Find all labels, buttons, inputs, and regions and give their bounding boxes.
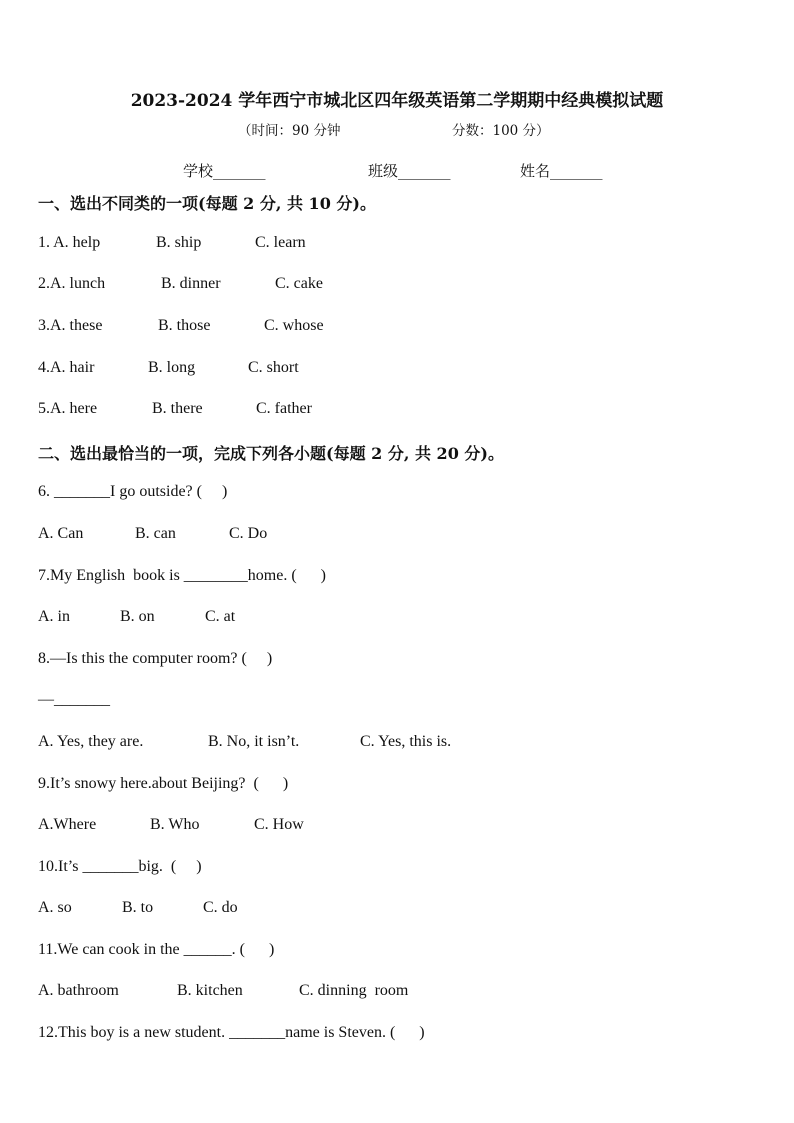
q7-stem: 7.My English book is ________home. ( ): [38, 567, 326, 584]
q6-option-b: B. can: [135, 525, 176, 542]
q11-option-a: A. bathroom: [38, 982, 119, 999]
q6-option-a: A. Can: [38, 525, 84, 542]
q3-option-b: B. those: [158, 317, 211, 334]
q11-option-c: C. dinning room: [299, 982, 409, 999]
q8-stem: 8.—Is this the computer room? ( ): [38, 650, 273, 667]
q1-option-a: 1. A. help: [38, 234, 101, 251]
q10-option-a: A. so: [38, 899, 72, 916]
q8-option-c: C. Yes, this is.: [360, 733, 452, 750]
q2-option-c: C. cake: [275, 275, 323, 292]
q10-option-c: C. do: [203, 899, 238, 916]
q3-option-c: C. whose: [264, 317, 324, 334]
q8-option-a: A. Yes, they are.: [38, 733, 144, 750]
q9-stem: 9.It’s snowy here.about Beijing? ( ): [38, 775, 289, 792]
q11-stem: 11.We can cook in the ______. ( ): [38, 941, 275, 958]
q4-option-c: C. short: [248, 359, 299, 376]
q7-option-b: B. on: [120, 608, 155, 625]
q12-stem: 12.This boy is a new student. _______name is Steven. ( ): [38, 1024, 425, 1041]
q1-option-c: C. learn: [255, 234, 306, 251]
q11-option-b: B. kitchen: [177, 982, 243, 999]
q7-option-a: A. in: [38, 608, 70, 625]
q7-option-c: C. at: [205, 608, 236, 625]
name-field: 姓名_______: [520, 162, 603, 180]
q10-stem: 10.It’s _______big. ( ): [38, 858, 202, 875]
exam-score: 分数：100 分）: [452, 123, 550, 139]
school-field: 学校_______: [183, 162, 266, 180]
q3-option-a: 3.A. these: [38, 317, 103, 334]
q5-option-b: B. there: [152, 400, 203, 417]
exam-time: （时间：90 分钟: [238, 123, 341, 139]
q6-option-c: C. Do: [229, 525, 268, 542]
q4-option-a: 4.A. hair: [38, 359, 95, 376]
q9-option-c: C. How: [254, 816, 304, 833]
q5-option-c: C. father: [256, 400, 312, 417]
q2-option-a: 2.A. lunch: [38, 275, 106, 292]
q8-answer-blank: —_______: [38, 691, 110, 708]
section-1-heading: 一、选出不同类的一项(每题 2 分, 共 10 分)。: [38, 194, 376, 213]
q5-option-a: 5.A. here: [38, 400, 98, 417]
q2-option-b: B. dinner: [161, 275, 221, 292]
q10-option-b: B. to: [122, 899, 154, 916]
section-2-heading: 二、选出最恰当的一项，完成下列各小题(每题 2 分, 共 20 分)。: [38, 444, 504, 463]
q9-option-a: A.Where: [38, 816, 97, 833]
q1-option-b: B. ship: [156, 234, 202, 251]
q6-stem: 6. _______I go outside? ( ): [38, 483, 228, 500]
q8-option-b: B. No, it isn’t.: [208, 733, 300, 750]
class-field: 班级_______: [368, 162, 451, 180]
q4-option-b: B. long: [148, 359, 196, 376]
q9-option-b: B. Who: [150, 816, 200, 833]
page-title: 2023-2024 学年西宁市城北区四年级英语第二学期期中经典模拟试题: [130, 91, 664, 111]
